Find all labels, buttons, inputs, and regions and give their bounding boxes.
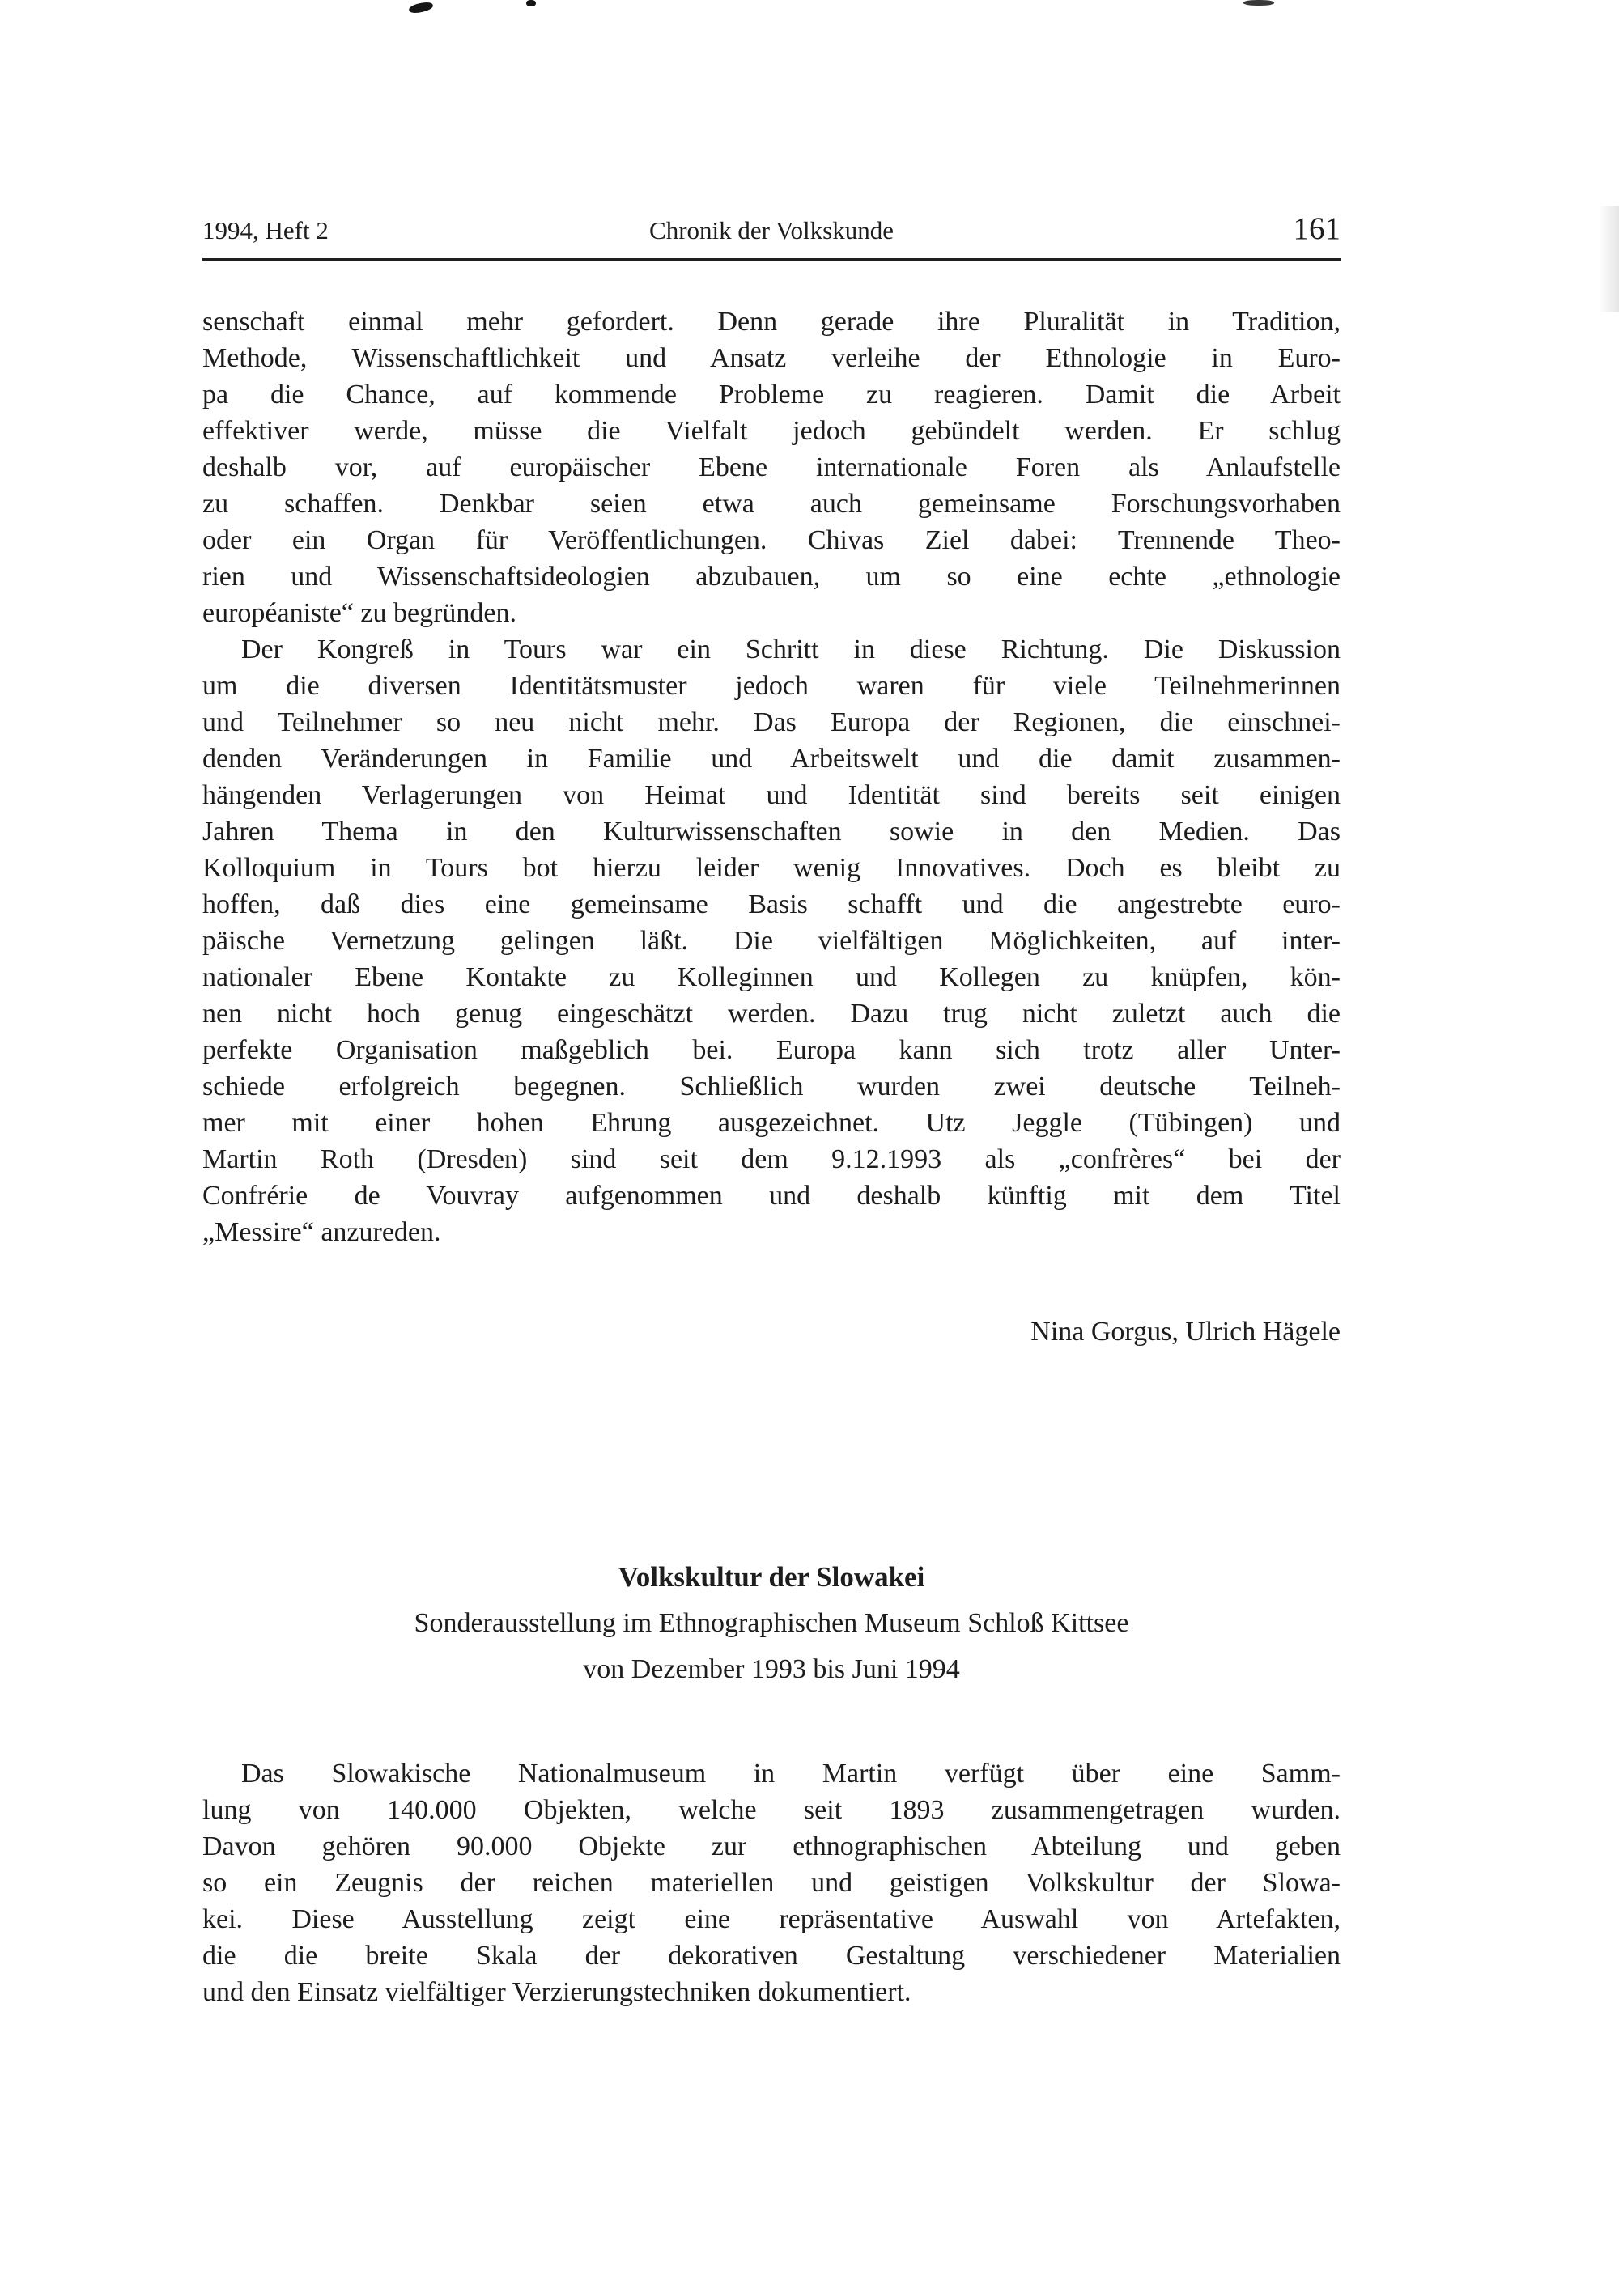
text-line: schiede erfolgreich begegnen. Schließlich wurden zwei deutsche Teilneh- [202,1072,1341,1101]
article-2-title: Volkskultur der Slowakei [618,1561,925,1593]
text-line: deshalb vor, auf europäischer Ebene internationale Foren als Anlaufstelle [202,452,1341,482]
text-line: denden Veränderungen in Familie und Arbeitswelt und die damit zusammen- [202,744,1341,774]
paragraph-kongress-tours [202,631,1341,1250]
article-2-subtitle-line-1: Sonderausstellung im Ethnographischen Museum Schloß Kittsee [414,1608,1129,1638]
text-line: pa die Chance, auf kommende Probleme zu reagieren. Damit die Arbeit [202,380,1341,410]
text-line: hängenden Verlagerungen von Heimat und Identität sind bereits seit einigen [202,780,1341,810]
text-line: Martin Roth (Dresden) sind seit dem 9.12.1993 als „confrères“ bei der [202,1144,1341,1174]
text-line: die die breite Skala der dekorativen Gestaltung verschiedener Materialien [202,1941,1341,1971]
text-line: rien und Wissenschaftsideologien abzubauen, um so eine echte „ethnologie [202,562,1341,592]
header-issue: 1994, Heft 2 [202,216,329,244]
text-line: européaniste“ zu begründen. [202,598,516,628]
text-line: oder ein Organ für Veröffentlichungen. Chivas Ziel dabei: Trennende Theo- [202,525,1341,555]
running-header [202,210,1341,261]
text-line: effektiver werde, müsse die Vielfalt jedoch gebündelt werden. Er schlug [202,416,1341,446]
author-attribution: Nina Gorgus, Ulrich Hägele [1030,1317,1341,1347]
text-line: so ein Zeugnis der reichen materiellen und geistigen Volkskultur der Slowa- [202,1868,1341,1898]
header-page-number: 161 [1293,211,1341,246]
text-line: hoffen, daß dies eine gemeinsame Basis schafft und die angestrebte euro- [202,889,1341,919]
text-line: um die diversen Identitätsmuster jedoch waren für viele Teilnehmerinnen [202,671,1341,701]
text-line: Kolloquium in Tours bot hierzu leider wenig Innovatives. Doch es bleibt zu [202,853,1341,883]
text-line: kei. Diese Ausstellung zeigt eine repräsentative Auswahl von Artefakten, [202,1904,1341,1934]
scan-artifact [526,0,536,6]
text-line: zu schaffen. Denkbar seien etwa auch gemeinsame Forschungsvorhaben [202,489,1341,519]
text-line: Confrérie de Vouvray aufgenommen und deshalb künftig mit dem Titel [202,1181,1341,1211]
article-1-body [202,303,1341,1350]
text-line: „Messire“ anzureden. [202,1217,441,1247]
text-line: Das Slowakische Nationalmuseum in Martin verfügt über eine Samm- [241,1759,1341,1789]
text-line: lung von 140.000 Objekten, welche seit 1893 zusammengetragen wurden. [202,1795,1341,1825]
article-2-heading [202,1554,1341,1692]
text-line: nen nicht hoch genug eingeschätzt werden. Dazu trug nicht zuletzt auch die [202,999,1341,1029]
text-line: und Teilnehmer so neu nicht mehr. Das Europa der Regionen, die einschnei- [202,707,1341,737]
header-journal-title: Chronik der Volkskunde [649,216,894,244]
text-line: und den Einsatz vielfältiger Verzierungstechniken dokumentiert. [202,1977,911,2007]
text-line: päische Vernetzung gelingen läßt. Die vielfältigen Möglichkeiten, auf inter- [202,926,1341,956]
text-line: mer mit einer hohen Ehrung ausgezeichnet. Utz Jeggle (Tübingen) und [202,1108,1341,1138]
text-line: nationaler Ebene Kontakte zu Kolleginnen und Kollegen zu knüpfen, kön- [202,962,1341,992]
paragraph-continuation [202,303,1341,631]
scan-edge-smudge [1598,206,1619,312]
text-line: Der Kongreß in Tours war ein Schritt in diese Richtung. Die Diskussion [241,634,1341,664]
text-line: Jahren Thema in den Kulturwissenschaften sowie in den Medien. Das [202,817,1341,847]
text-line: perfekte Organisation maßgeblich bei. Europa kann sich trotz aller Unter- [202,1035,1341,1065]
paragraph-nationalmuseum [202,1755,1341,2010]
text-line: senschaft einmal mehr gefordert. Denn gerade ihre Pluralität in Tradition, [202,307,1341,337]
page-content [202,210,1341,2010]
article-2-subtitle-line-2: von Dezember 1993 bis Juni 1994 [583,1654,960,1684]
scan-artifact [408,1,434,15]
text-line: Methode, Wissenschaftlichkeit und Ansatz verleihe der Ethnologie in Euro- [202,343,1341,373]
scan-artifact [1243,0,1274,6]
text-line: Davon gehören 90.000 Objekte zur ethnographischen Abteilung und geben [202,1831,1341,1861]
